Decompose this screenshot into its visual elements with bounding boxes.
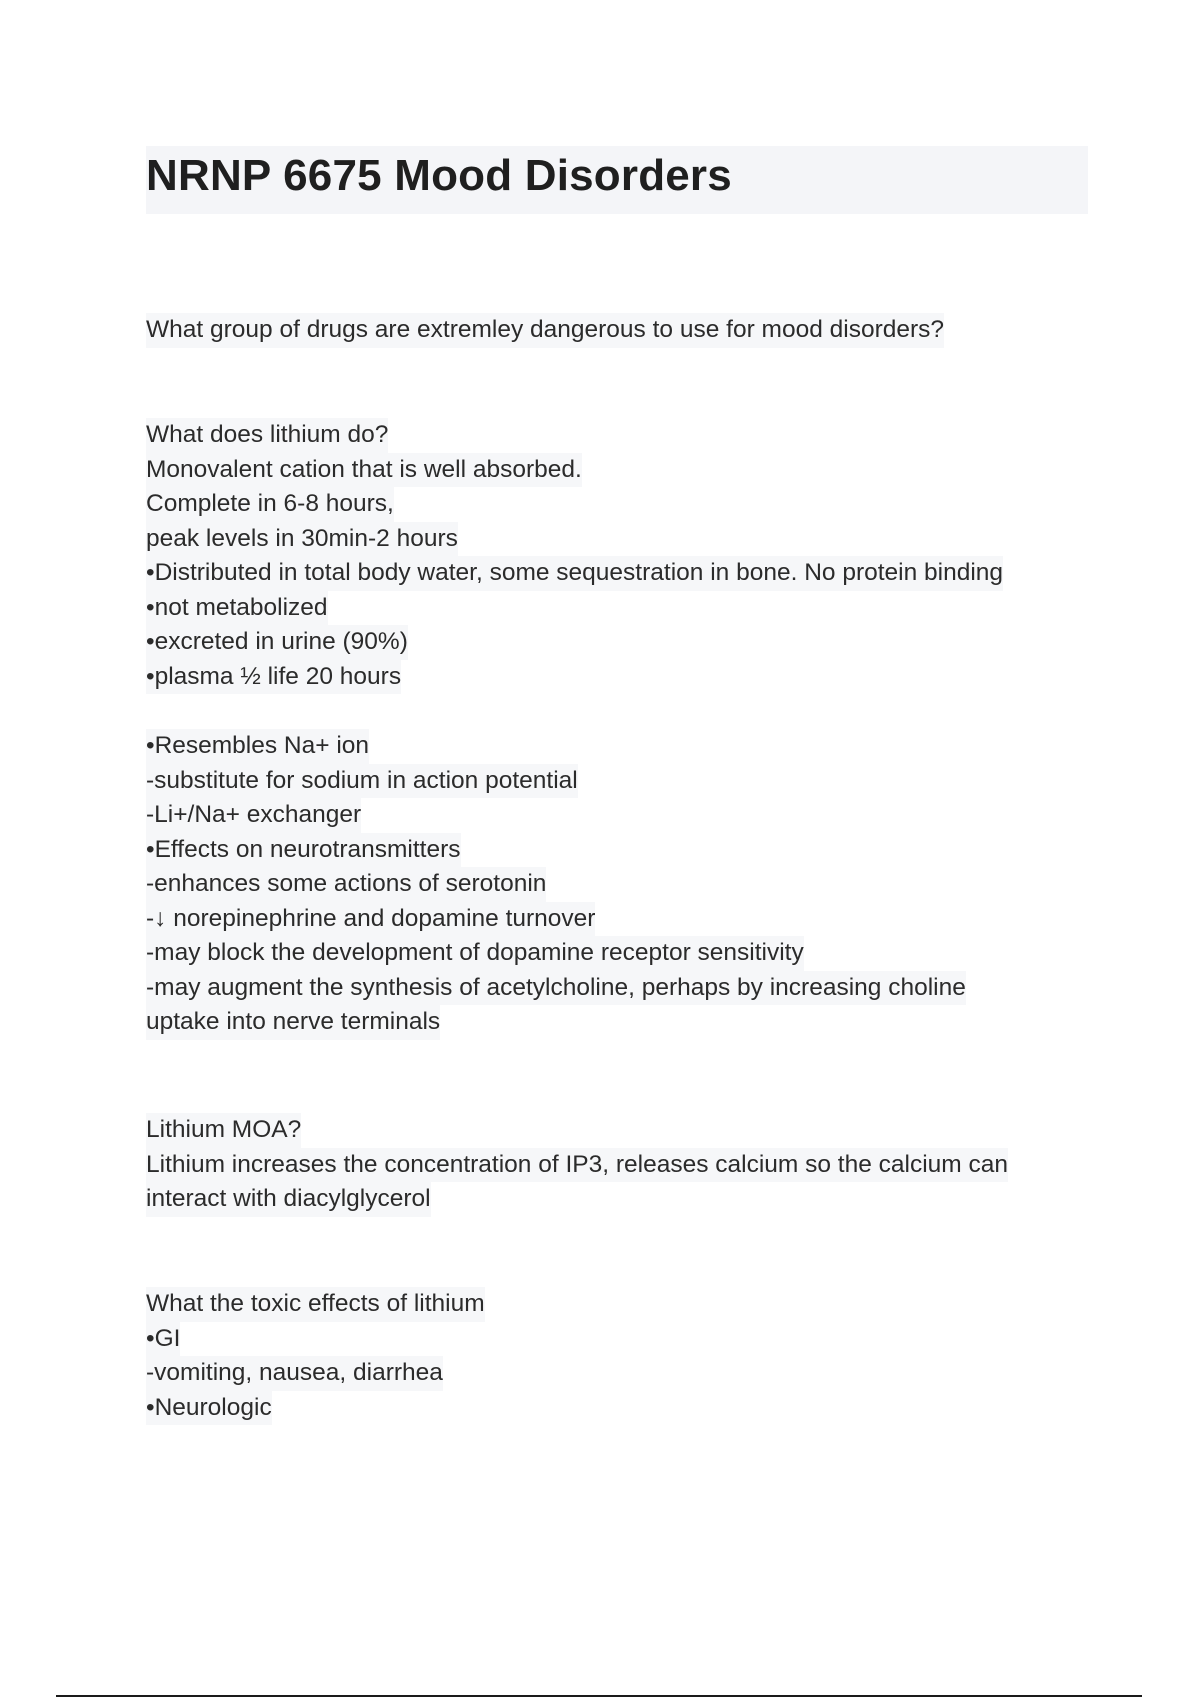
text-line: Lithium increases the concentration of IP3, releases calcium so the calcium can xyxy=(146,1148,1008,1183)
text-line: -Li+/Na+ exchanger xyxy=(146,798,361,833)
text-line: •GI xyxy=(146,1322,180,1357)
page-title: NRNP 6675 Mood Disorders xyxy=(146,151,732,200)
text-line: Lithium MOA? xyxy=(146,1113,301,1148)
text-line: -vomiting, nausea, diarrhea xyxy=(146,1356,443,1391)
text-line: Monovalent cation that is well absorbed. xyxy=(146,453,582,488)
text-line: peak levels in 30min-2 hours xyxy=(146,522,458,557)
question-text: What group of drugs are extremley dangerous to use for mood disorders? xyxy=(146,313,944,348)
question-lithium-moa xyxy=(146,1113,1106,1217)
question-lithium-toxic-effects xyxy=(146,1287,1106,1425)
text-line: •plasma ½ life 20 hours xyxy=(146,660,401,695)
text-line: •Neurologic xyxy=(146,1391,272,1426)
text-line: -↓ norepinephrine and dopamine turnover xyxy=(146,902,595,937)
text-line: What the toxic effects of lithium xyxy=(146,1287,485,1322)
text-line: •Distributed in total body water, some sequestration in bone. No protein binding xyxy=(146,556,1003,591)
title-banner xyxy=(146,146,1088,214)
text-line: uptake into nerve terminals xyxy=(146,1005,440,1040)
text-line: -may block the development of dopamine receptor sensitivity xyxy=(146,936,804,971)
question-lithium-action xyxy=(146,418,1106,1040)
text-line: •Resembles Na+ ion xyxy=(146,729,369,764)
text-line: -enhances some actions of serotonin xyxy=(146,867,546,902)
paragraph-gap xyxy=(146,694,1106,729)
text-line: interact with diacylglycerol xyxy=(146,1182,431,1217)
text-line: -substitute for sodium in action potential xyxy=(146,764,578,799)
text-line: •Effects on neurotransmitters xyxy=(146,833,461,868)
text-line: Complete in 6-8 hours, xyxy=(146,487,394,522)
footer-divider xyxy=(56,1695,1142,1697)
text-line: •not metabolized xyxy=(146,591,328,626)
question-drugs-dangerous xyxy=(146,313,1106,348)
text-line: -may augment the synthesis of acetylcholine, perhaps by increasing choline xyxy=(146,971,966,1006)
text-line: What does lithium do? xyxy=(146,418,388,453)
text-line: •excreted in urine (90%) xyxy=(146,625,408,660)
